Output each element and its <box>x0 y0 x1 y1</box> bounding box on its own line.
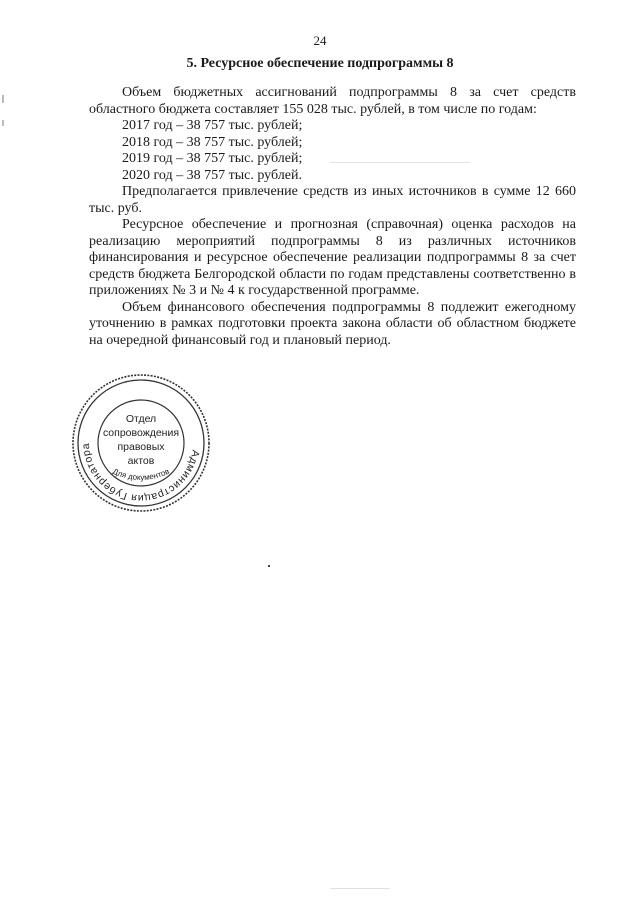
paragraph-other-sources: Предполагается привлечение средств из иных источников в сумме 12 660 тыс. руб. <box>89 184 576 216</box>
stamp-ring-text: Администрация Губернатора <box>79 442 202 505</box>
stamp-line-3: правовых <box>117 441 165 453</box>
scan-speck <box>2 120 4 126</box>
paragraph-budget: Объем бюджетных ассигнований подпрограммы 8 за счет средств областного бюджета составляет 155 028 тыс. рублей, в том числе по годам: <box>89 85 576 117</box>
document-body <box>89 85 576 349</box>
scan-speck <box>330 162 470 163</box>
stamp-bottom-text: Для документов <box>111 466 171 483</box>
official-stamp <box>70 372 212 514</box>
year-line-2018: 2018 год – 38 757 тыс. рублей; <box>122 134 303 150</box>
year-line-2017: 2017 год – 38 757 тыс. рублей; <box>122 118 303 133</box>
stamp-line-4: актов <box>127 455 155 467</box>
year-line-2020: 2020 год – 38 757 тыс. рублей. <box>122 167 302 183</box>
paragraph-annual-update: Объем финансового обеспечения подпрограммы 8 подлежит ежегодному уточнению в рамках подготовки проекта закона области об областном бюджете на очередной финансовый год и плановый период. <box>89 299 576 348</box>
year-line-2019: 2019 год – 38 757 тыс. рублей; <box>122 151 303 166</box>
scan-speck <box>330 888 390 889</box>
page-number: 24 <box>313 33 327 48</box>
section-heading: 5. Ресурсное обеспечение подпрограммы 8 <box>186 56 454 71</box>
stamp-line-2: сопровождения <box>102 427 180 439</box>
stamp-line-1: Отдел <box>125 413 157 425</box>
stamp-seal <box>70 372 212 514</box>
scan-speck <box>2 95 4 103</box>
paragraph-resource-estimate: Ресурсное обеспечение и прогнозная (справочная) оценка расходов на реализацию мероприятий подпрограммы 8 из различных источников финансирования и ресурсное обеспечение реализации подпрограммы 8 за счет средств бюджета Белгородской области по годам представлены соответственно в приложениях № 3 и № 4 к государственной программе. <box>89 217 576 298</box>
scan-speck <box>268 565 270 567</box>
